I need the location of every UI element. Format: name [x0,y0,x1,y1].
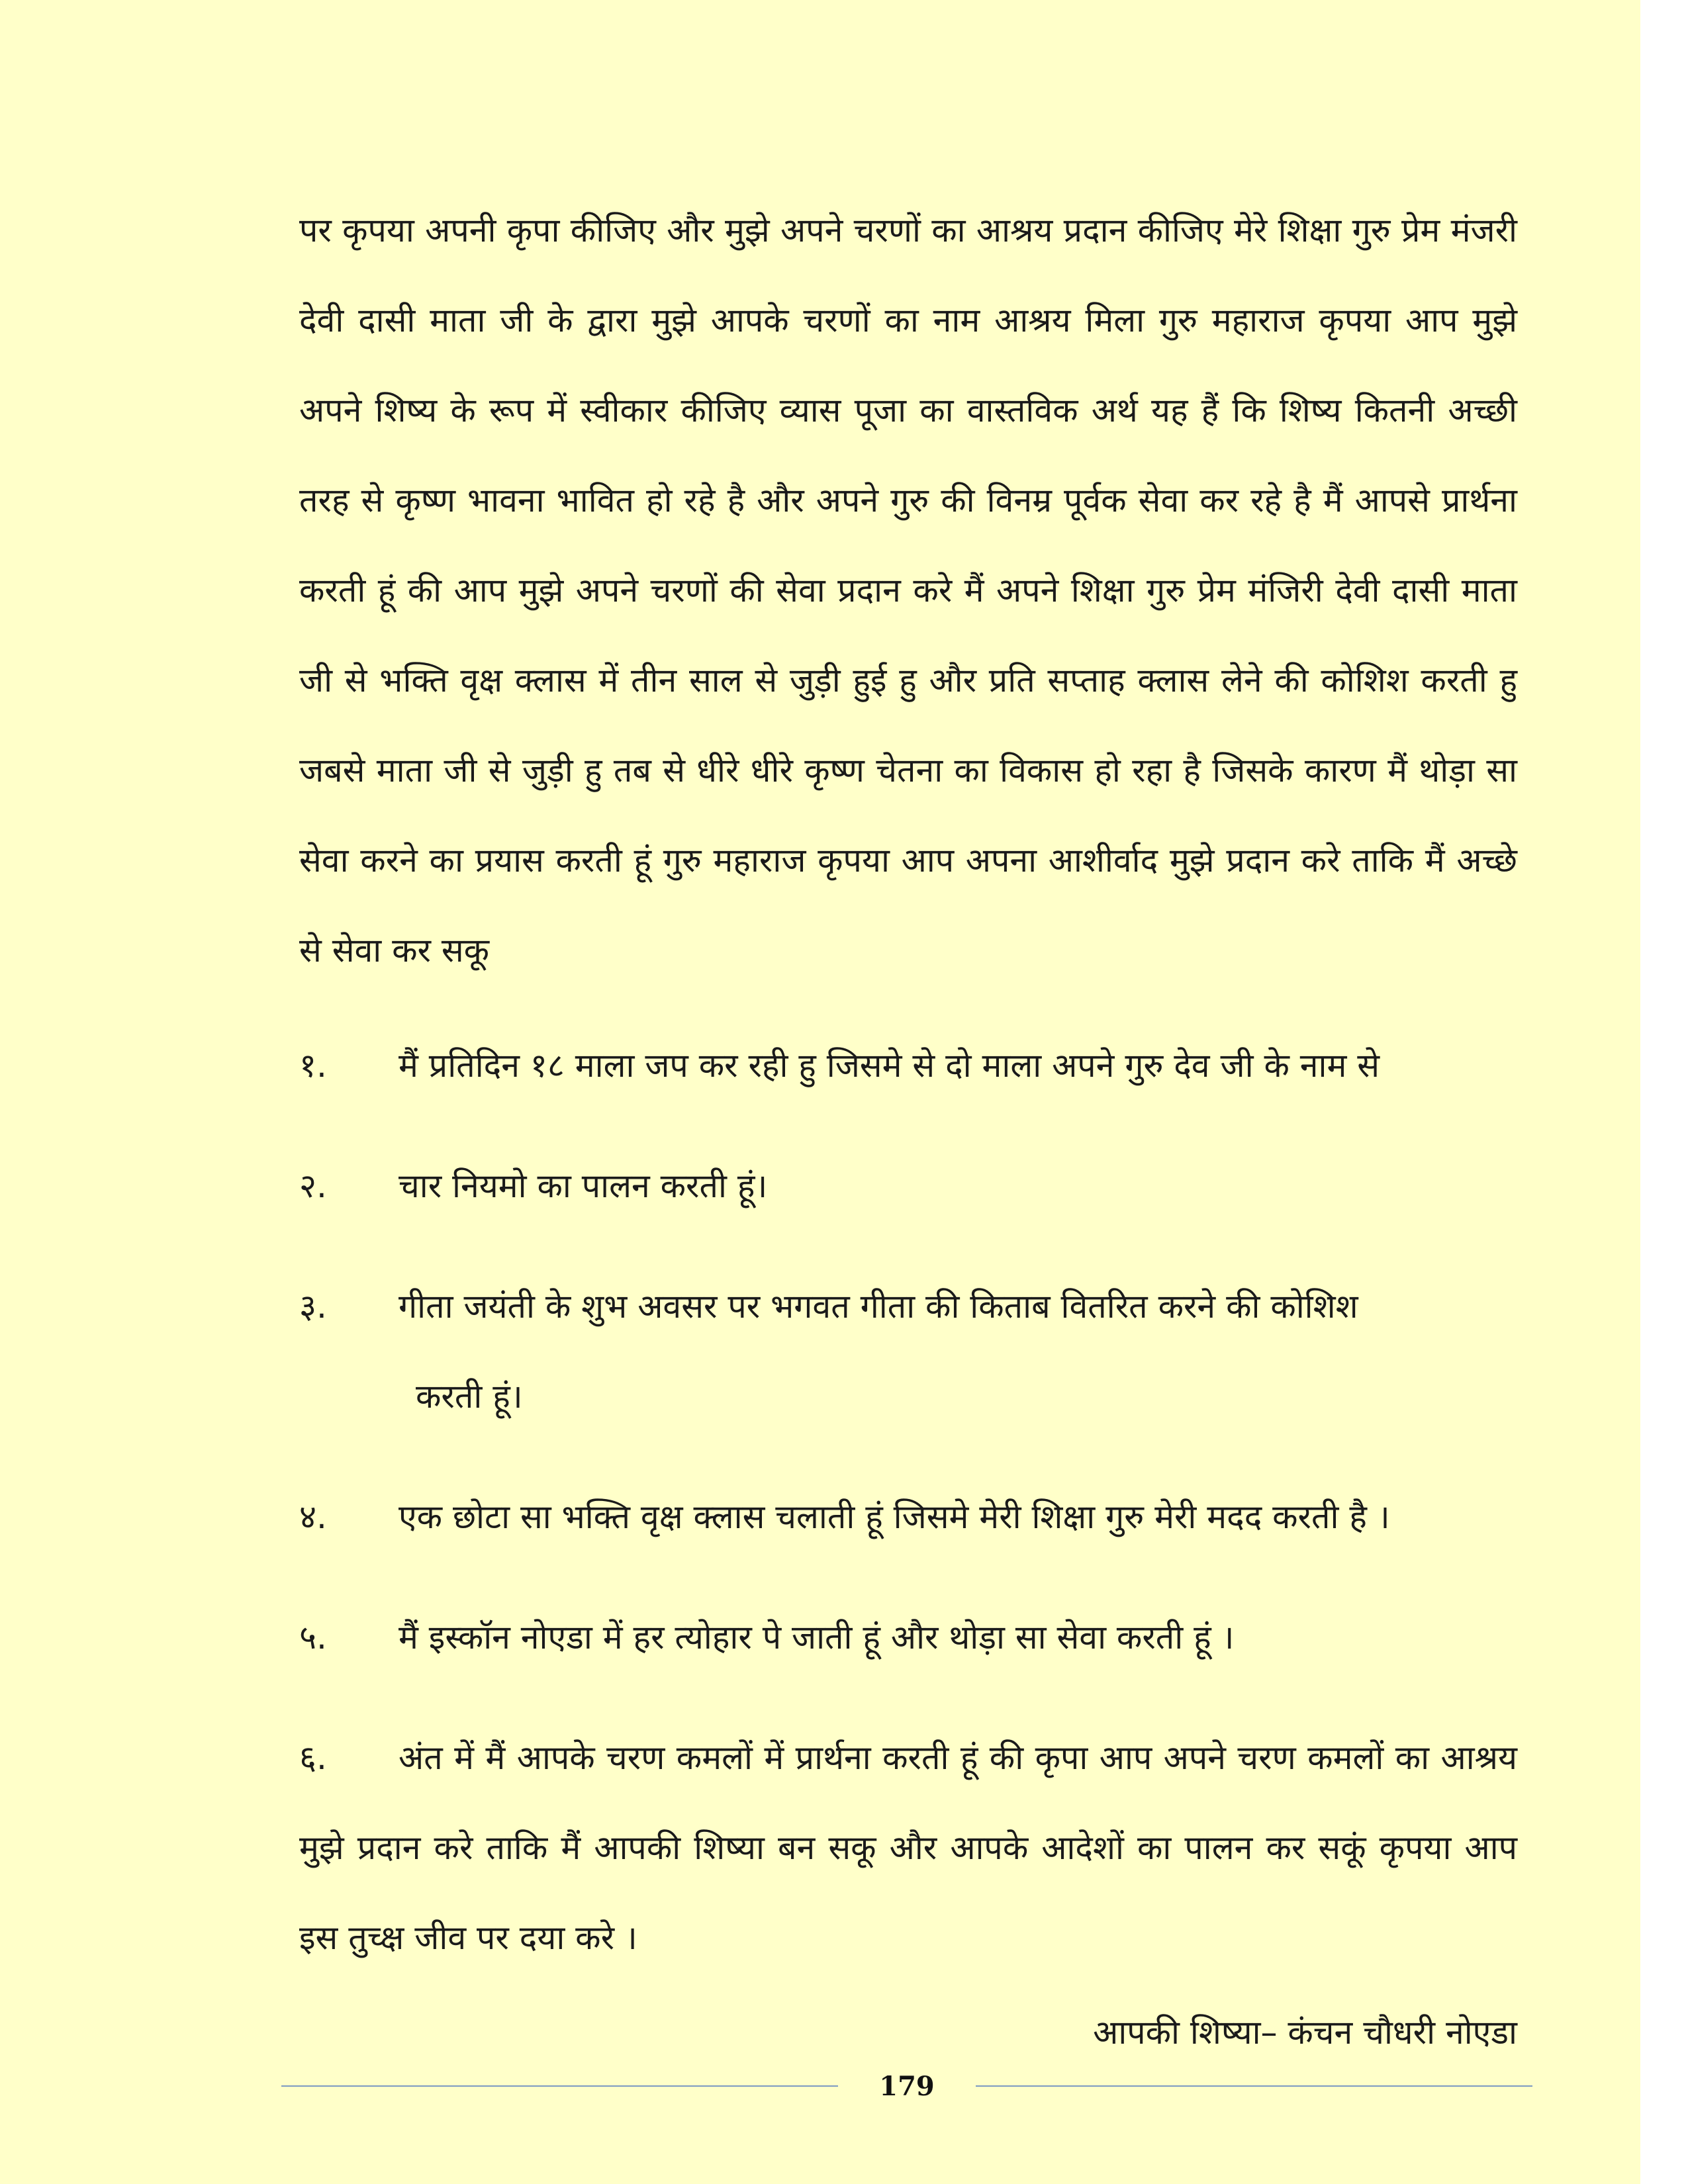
list-text: गीता जयंती के शुभ अवसर पर भगवत गीता की किताब वितरित करने की कोशिश [399,1287,1358,1326]
list-item [299,1261,1517,1441]
page-number: 179 [879,2070,935,2102]
signature: आपकी शिष्या– कंचन चौधरी नोएडा [1093,2013,1517,2052]
main-paragraph: पर कृपया अपनी कृपा कीजिए और मुझे अपने चरणों का आश्रय प्रदान कीजिए मेरे शिक्षा गुरु प्रेम मंजरी देवी दासी माता जी के द्वारा मुझे आपके चरणों का नाम आश्रय मिला गुरु महाराज कृपया आप मुझे अपने शिष्य के रूप में स्वीकार कीजिए व्यास पूजा का वास्तविक अर्थ यह हैं कि शिष्य कितनी अच्छी तरह से कृष्ण भावना भावित हो रहे है और अपने गुरु की विनम्र पूर्वक सेवा कर रहे है मैं आपसे प्रार्थना करती हूं की आप मुझे अपने चरणों की सेवा प्रदान करे मैं अपने शिक्षा गुरु प्रेम मंजिरी देवी दासी माता जी से भक्ति वृक्ष क्लास में तीन साल से जुड़ी हुई हु और प्रति सप्ताह क्लास लेने की कोशिश करती हु जबसे माता जी से जुड़ी हु तब से धीरे धीरे कृष्ण चेतना का विकास हो रहा है जिसके कारण मैं थोड़ा सा सेवा करने का प्रयास करती हूं गुरु महाराज कृपया आप अपना आशीर्वाद मुझे प्रदान करे ताकि मैं अच्छे से सेवा कर सकू [299,211,1517,970]
list-item [299,1021,1517,1111]
footer-rule-left [281,2085,838,2087]
list-text: एक छोटा सा भक्ति वृक्ष क्लास चलाती हूं जिसमे मेरी शिक्षा गुरु मेरी मदद करती है । [399,1498,1390,1536]
numbered-list [299,1021,1517,1983]
list-item [299,1472,1517,1562]
body-text [299,185,1517,2062]
footer-rule-right [976,2085,1532,2087]
list-number: ३. [299,1287,327,1326]
list-number: २. [299,1167,327,1205]
list-item [299,1713,1517,1983]
list-number: ४. [299,1498,327,1536]
list-number: ६. [299,1739,327,1777]
list-number: ५. [299,1618,327,1657]
list-text-continued: करती हूं। [416,1377,523,1416]
list-text: अंत में मैं आपके चरण कमलों में प्रार्थना करती हूं की कृपा आप अपने चरण कमलों का आश्रय मुझे प्रदान करे ताकि मैं आपकी शिष्या बन सकू और आपके आदेशों का पालन कर सकूं कृपया आप इस तुच्क्ष जीव पर दया करे । [299,1739,1517,1957]
page-footer [281,2060,1532,2113]
list-text: चार नियमो का पालन करती हूं। [399,1167,768,1205]
list-item [299,1141,1517,1231]
list-item [299,1592,1517,1682]
list-text: मैं इस्कॉन नोएडा में हर त्योहार पे जाती हूं और थोड़ा सा सेवा करती हूं । [399,1618,1235,1657]
list-number: १. [299,1046,327,1085]
list-text-wrapper [399,1261,1517,1441]
list-text: मैं प्रतिदिन १८ माला जप कर रही हु जिसमे से दो माला अपने गुरु देव जी के नाम से [399,1046,1380,1085]
